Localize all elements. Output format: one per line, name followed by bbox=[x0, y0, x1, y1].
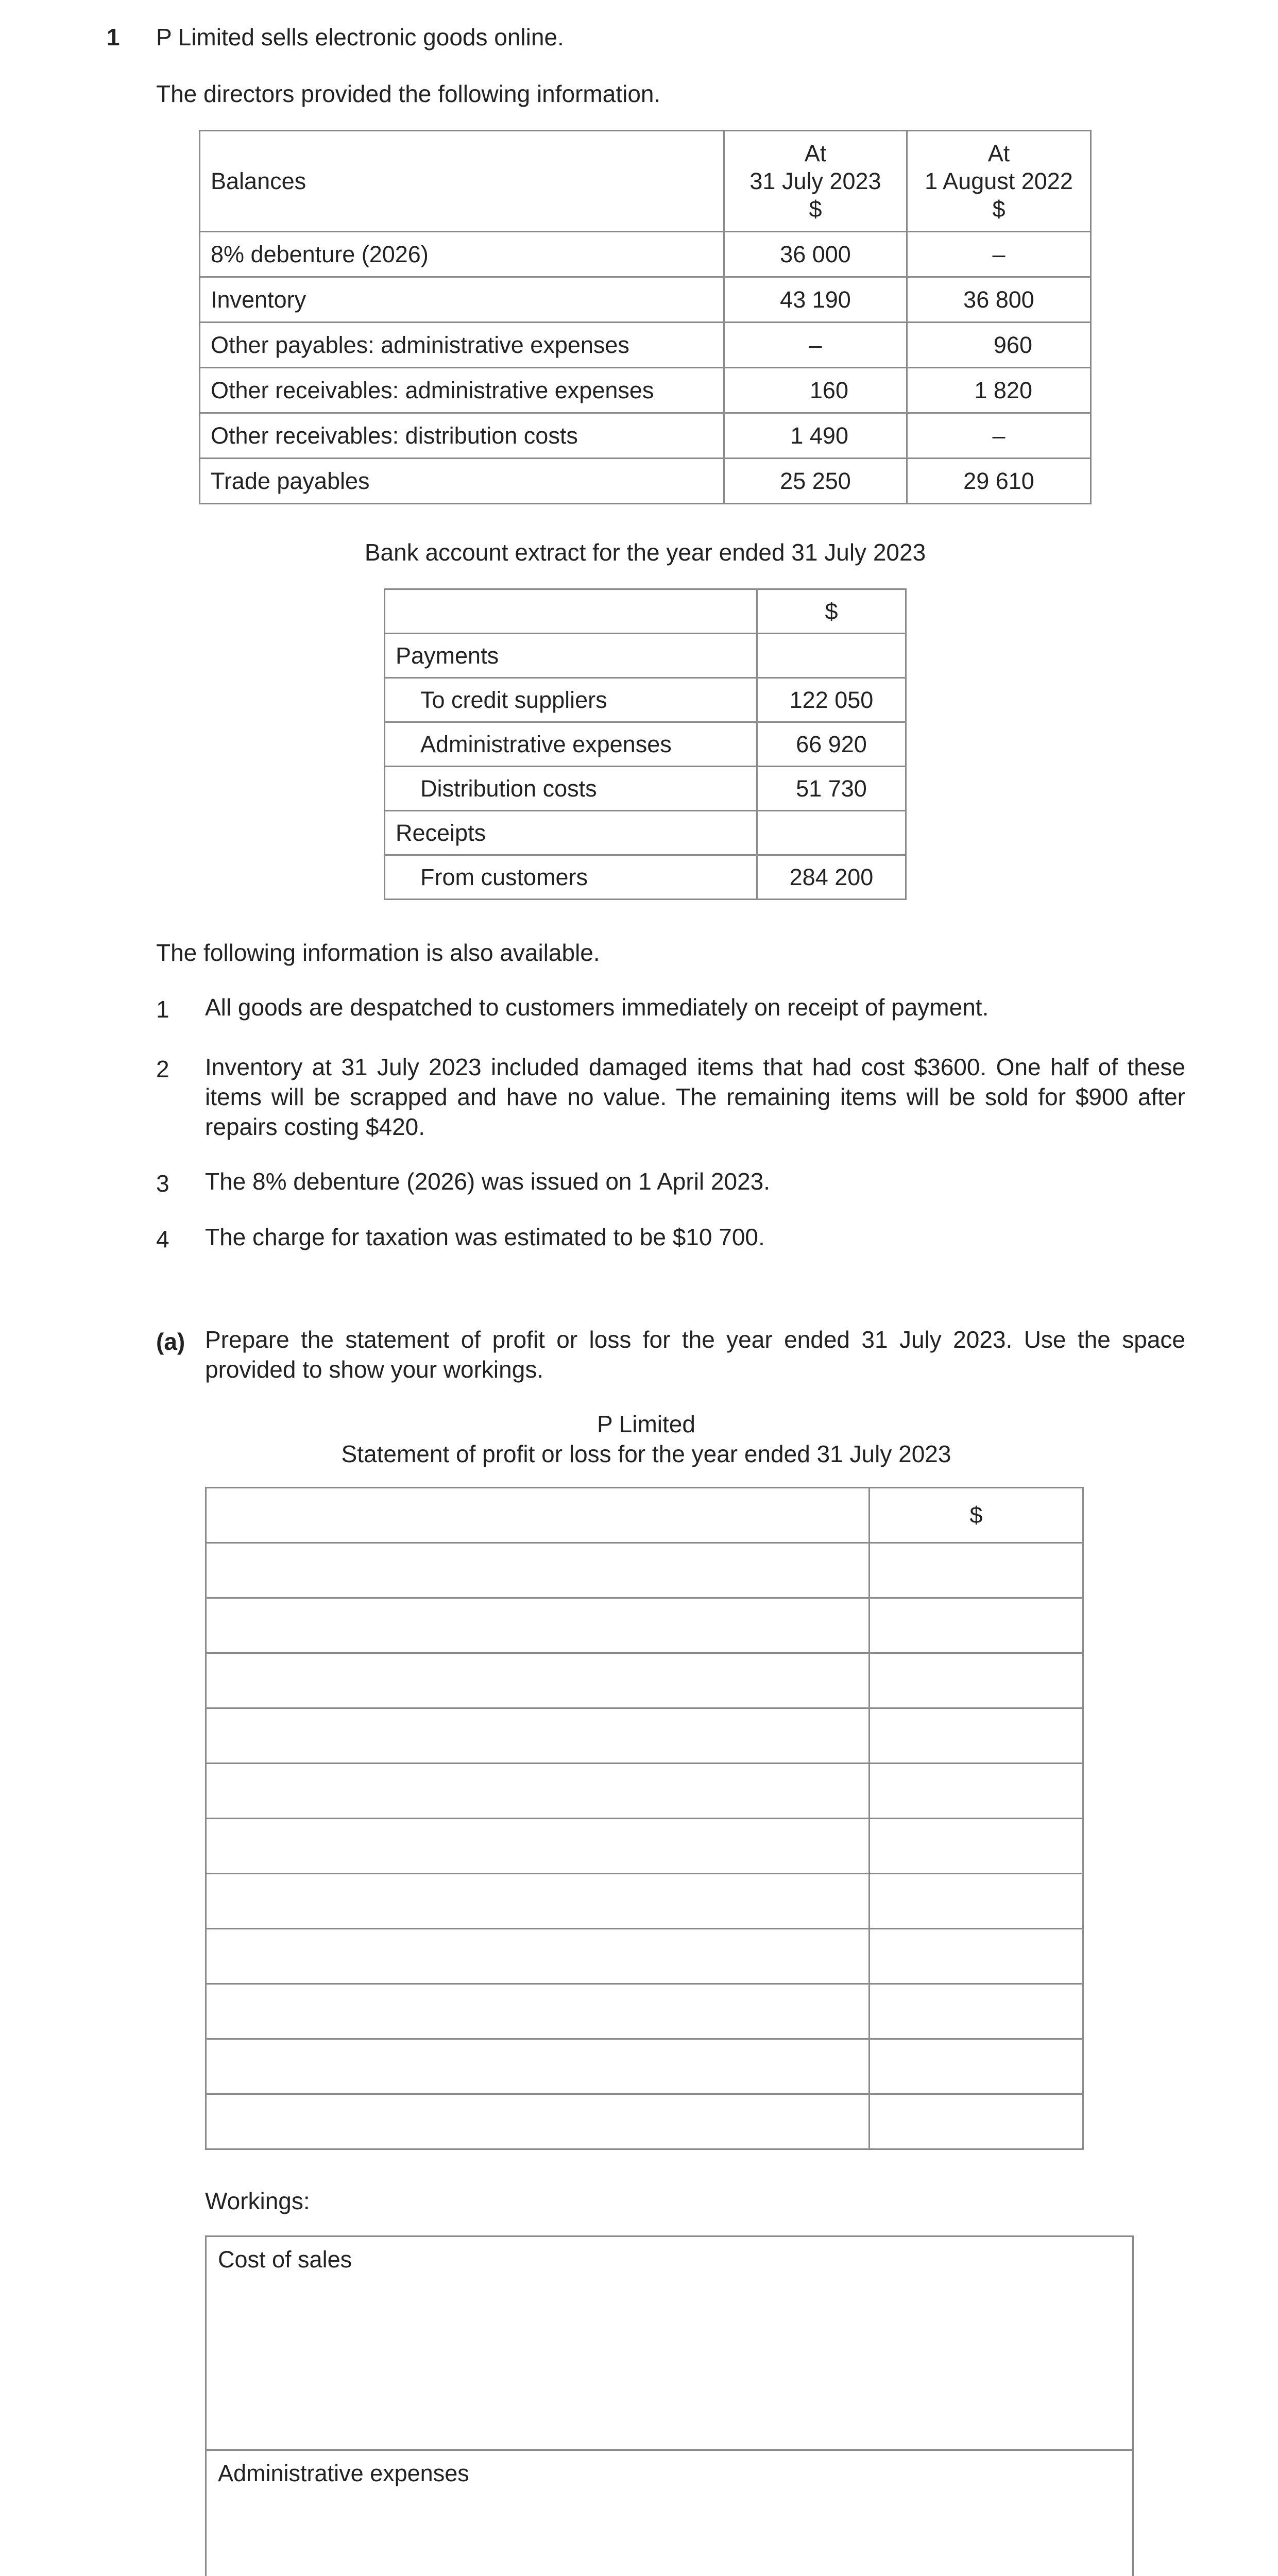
answer-cell[interactable] bbox=[870, 1929, 1083, 1984]
working-box-label: Administrative expenses bbox=[218, 2460, 469, 2486]
table-row: Other receivables: administrative expenses 160 1 820 bbox=[200, 368, 1091, 413]
workings-label: Workings: bbox=[205, 2188, 310, 2214]
answer-cell[interactable] bbox=[206, 2039, 870, 2094]
answer-cell[interactable] bbox=[206, 1598, 870, 1653]
bank-extract-table bbox=[384, 588, 907, 900]
answer-cell[interactable] bbox=[870, 1984, 1083, 2039]
table-row: 8% debenture (2026) 36 000 – bbox=[200, 232, 1091, 277]
table-row bbox=[206, 1874, 1083, 1929]
also-available-text: The following information is also available. bbox=[156, 939, 600, 966]
note-number: 1 bbox=[156, 996, 169, 1023]
answer-cell[interactable] bbox=[206, 1819, 870, 1874]
statement-company: P Limited bbox=[597, 1411, 695, 1437]
working-box-label: Cost of sales bbox=[218, 2246, 352, 2273]
balances-header-2023: At 31 July 2023 $ bbox=[724, 131, 907, 232]
answer-cell[interactable] bbox=[206, 1929, 870, 1984]
note-number: 4 bbox=[156, 1226, 169, 1252]
answer-cell[interactable] bbox=[870, 1764, 1083, 1819]
table-row: Other payables: administrative expenses – 960 bbox=[200, 323, 1091, 368]
answer-cell[interactable] bbox=[870, 2094, 1083, 2149]
table-row: Trade payables 25 250 29 610 bbox=[200, 459, 1091, 504]
answer-cell[interactable] bbox=[870, 1708, 1083, 1764]
answer-cell[interactable] bbox=[206, 1653, 870, 1708]
directors-line: The directors provided the following information. bbox=[156, 80, 661, 107]
table-row bbox=[206, 1819, 1083, 1874]
balances-table bbox=[199, 130, 1092, 504]
table-row: Administrative expenses 66 920 bbox=[385, 722, 906, 767]
note-text: The 8% debenture (2026) was issued on 1 April 2023. bbox=[205, 1168, 771, 1195]
table-row bbox=[206, 1708, 1083, 1764]
part-a-label: (a) bbox=[156, 1328, 185, 1355]
balances-header-2022: At 1 August 2022 $ bbox=[907, 131, 1091, 232]
answer-cell[interactable] bbox=[870, 1653, 1083, 1708]
table-row bbox=[206, 2039, 1083, 2094]
answer-cell[interactable] bbox=[870, 1874, 1083, 1929]
answer-cell[interactable] bbox=[206, 1543, 870, 1598]
answer-cell[interactable] bbox=[870, 1598, 1083, 1653]
statement-title: Statement of profit or loss for the year ended 31 July 2023 bbox=[341, 1440, 951, 1467]
table-row: Receipts bbox=[385, 811, 906, 855]
answer-cell[interactable] bbox=[206, 1488, 870, 1543]
table-row: From customers 284 200 bbox=[385, 855, 906, 900]
table-row: Other receivables: distribution costs 1 490 – bbox=[200, 413, 1091, 459]
table-row: Payments bbox=[385, 634, 906, 678]
bank-extract-title: Bank account extract for the year ended 31 July 2023 bbox=[364, 539, 926, 566]
table-row bbox=[206, 1764, 1083, 1819]
answer-cell[interactable] bbox=[870, 2039, 1083, 2094]
table-row bbox=[206, 1929, 1083, 1984]
table-row bbox=[206, 1543, 1083, 1598]
part-a-instruction: Prepare the statement of profit or loss for the year ended 31 July 2023. Use the space provided to show your workings. bbox=[205, 1326, 1185, 1383]
answer-cell[interactable] bbox=[206, 1764, 870, 1819]
answer-cell[interactable] bbox=[206, 1984, 870, 2039]
note-number: 3 bbox=[156, 1170, 169, 1197]
answer-cell[interactable] bbox=[206, 2094, 870, 2149]
table-row bbox=[206, 1598, 1083, 1653]
answer-cell[interactable] bbox=[206, 1708, 870, 1764]
answer-cell[interactable] bbox=[870, 1543, 1083, 1598]
working-box-administrative-expenses[interactable] bbox=[205, 2449, 1134, 2576]
table-row: To credit suppliers 122 050 bbox=[385, 678, 906, 722]
statement-currency: $ bbox=[870, 1488, 1083, 1543]
note-text: The charge for taxation was estimated to be $10 700. bbox=[205, 1224, 765, 1250]
note-text: Inventory at 31 July 2023 included damaged items that had cost $3600. One half of these items will be scrapped and have no value. The remaining items will be sold for $900 after repairs costing $420. bbox=[205, 1054, 1185, 1140]
question-number: 1 bbox=[107, 24, 120, 50]
table-row bbox=[206, 1653, 1083, 1708]
answer-cell[interactable] bbox=[870, 1819, 1083, 1874]
table-row: Inventory 43 190 36 800 bbox=[200, 277, 1091, 323]
table-row: Distribution costs 51 730 bbox=[385, 767, 906, 811]
question-intro: P Limited sells electronic goods online. bbox=[156, 24, 564, 50]
answer-cell[interactable] bbox=[206, 1874, 870, 1929]
table-row bbox=[206, 1984, 1083, 2039]
statement-answer-table bbox=[205, 1487, 1084, 2150]
note-number: 2 bbox=[156, 1056, 169, 1082]
table-row bbox=[206, 2094, 1083, 2149]
bank-currency: $ bbox=[757, 589, 906, 634]
working-box-cost-of-sales[interactable] bbox=[205, 2235, 1134, 2451]
balances-header-label: Balances bbox=[200, 131, 724, 232]
note-text: All goods are despatched to customers immediately on receipt of payment. bbox=[205, 994, 989, 1021]
